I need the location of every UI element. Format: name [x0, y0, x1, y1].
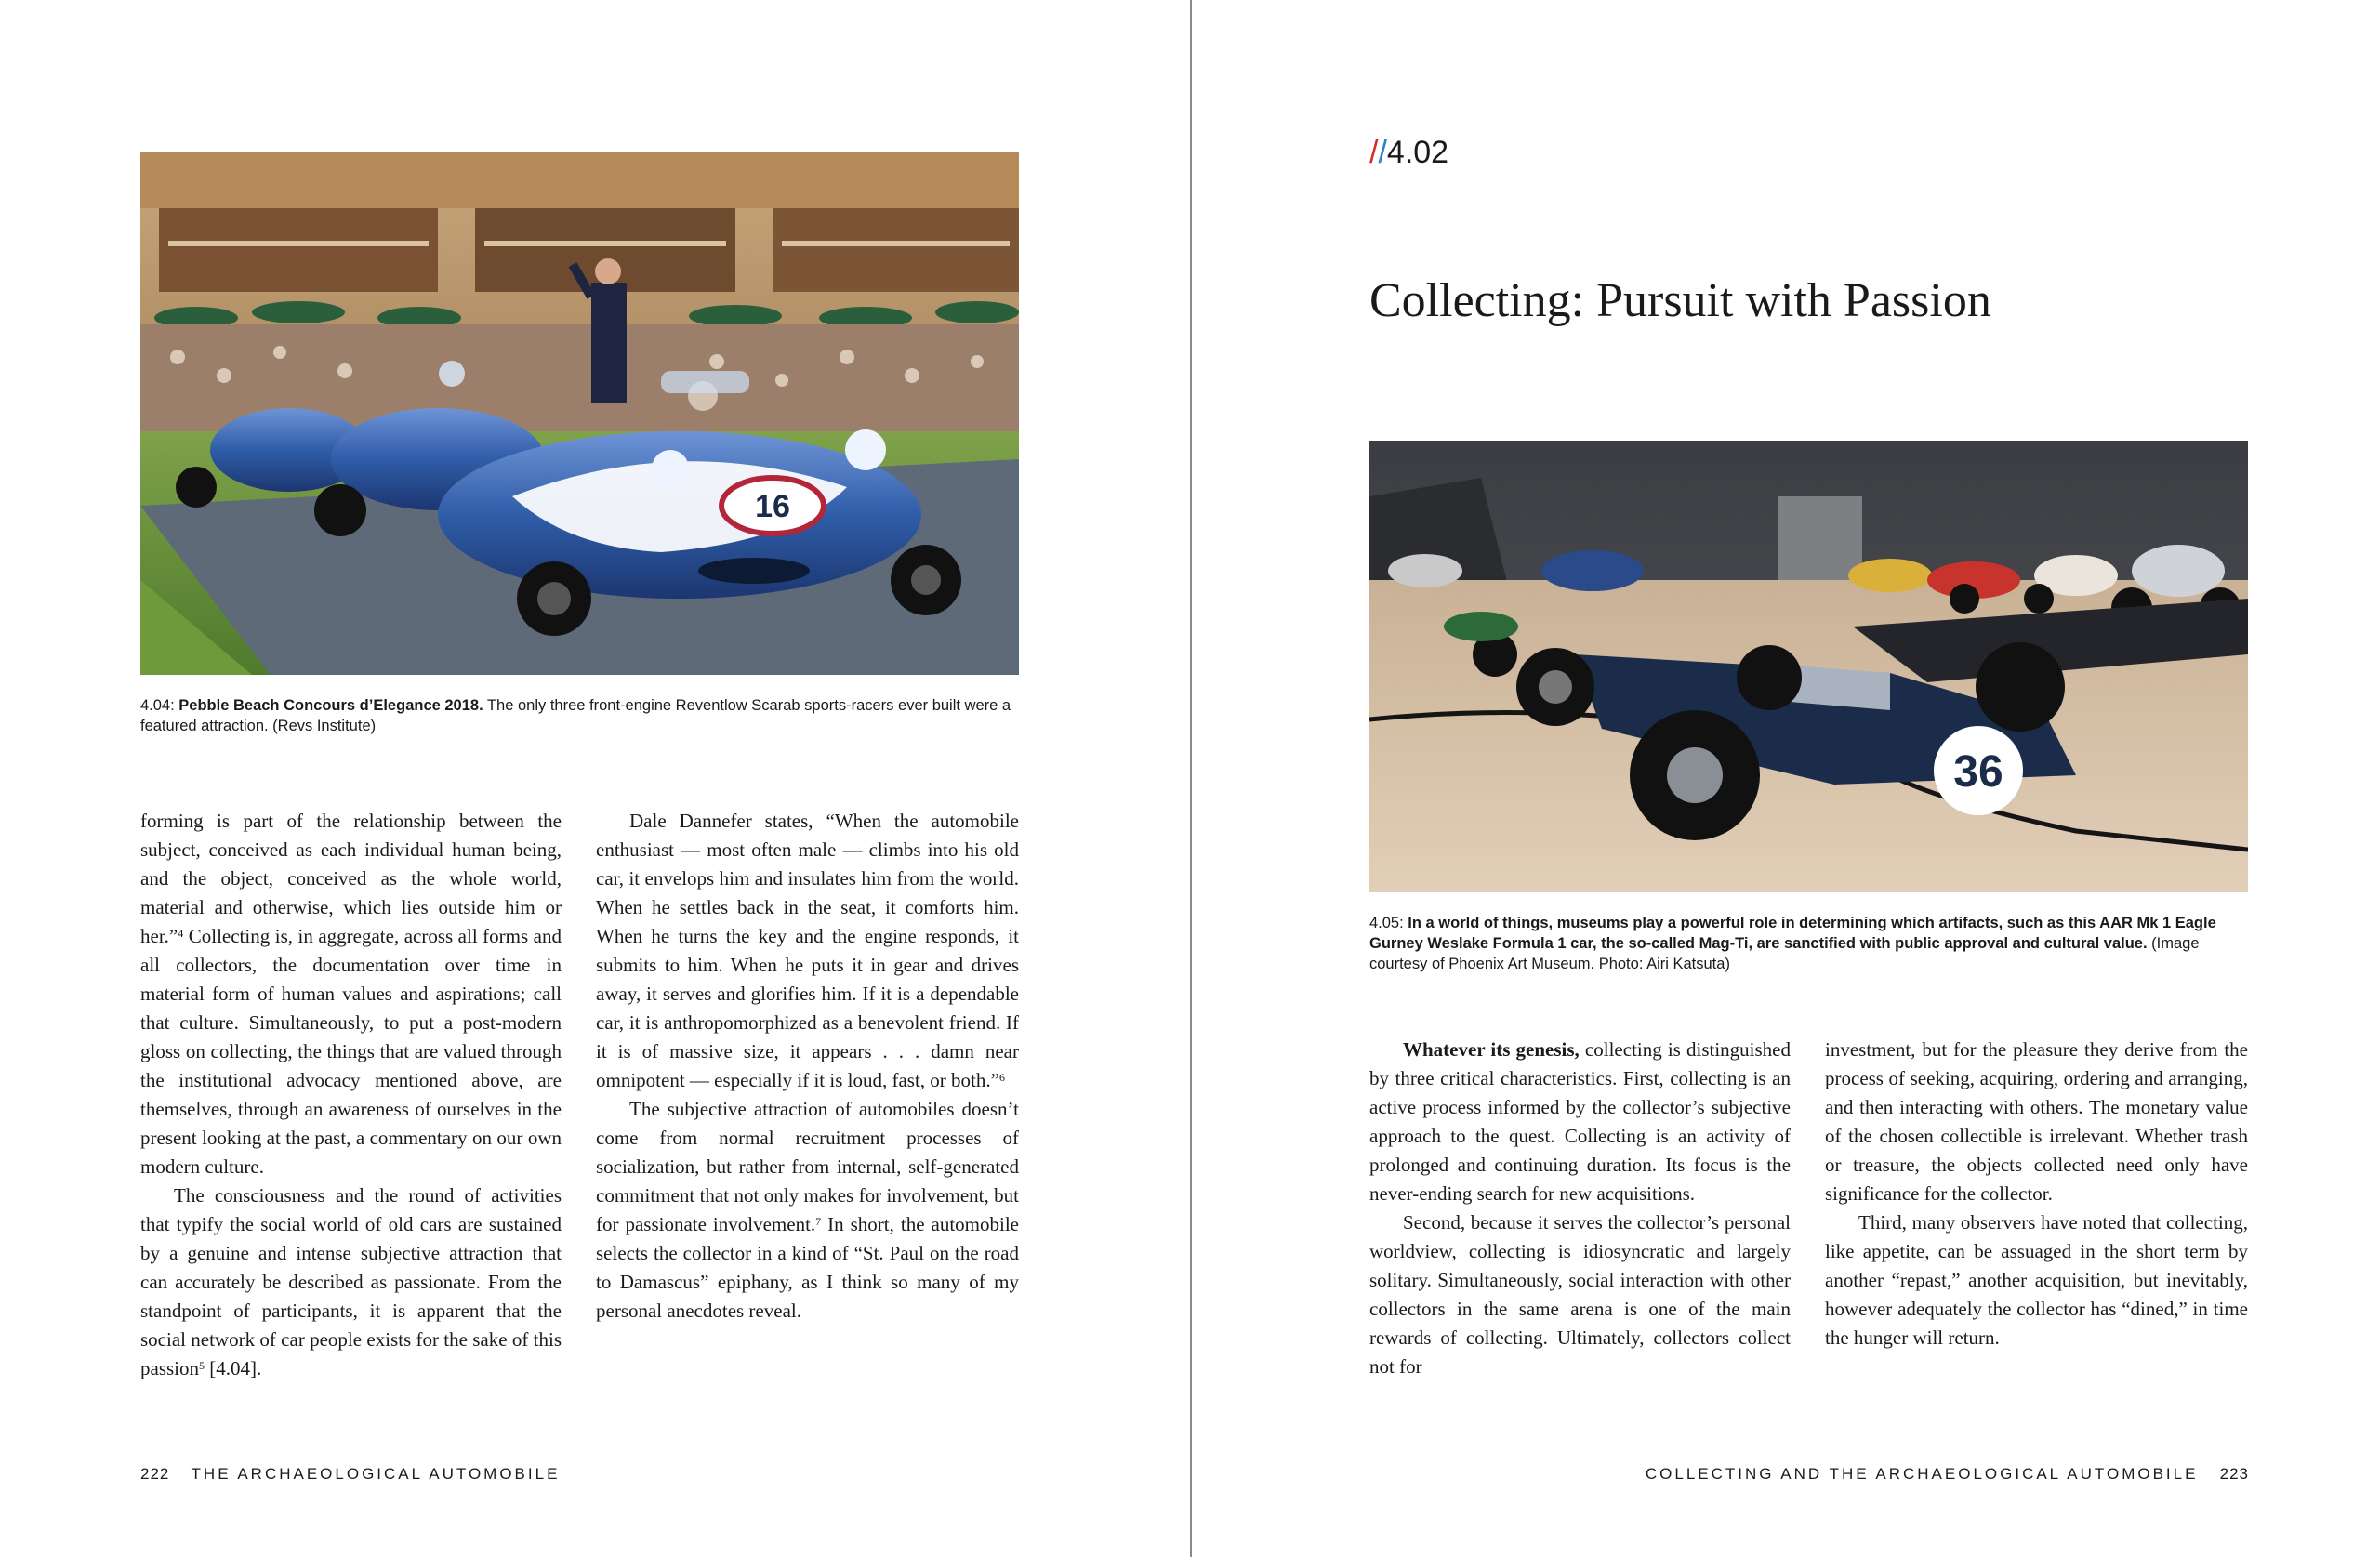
- figure-caption-4-04: [140, 695, 1019, 736]
- section-number: 4.02: [1386, 135, 1449, 170]
- eagle-car-number: 36: [1953, 747, 2003, 797]
- section-slash-red: /: [1369, 135, 1379, 170]
- section-marker: [1369, 134, 1448, 171]
- section-slash-blue: /: [1378, 135, 1387, 170]
- running-footer-left: [140, 1465, 560, 1484]
- caption-title: Pebble Beach Concours d’Elegance 2018.: [178, 697, 483, 714]
- caption-title: In a world of things, museums play a powerful role in determining which artifacts, such as this AAR Mk 1 Eagle Gurney Weslake Formula 1 car, the so-called Mag-Ti, are sanctified with public approval and cultural value.: [1369, 915, 2216, 952]
- paragraph: Dale Dannefer states, “When the automobile enthusiast — most often male — climbs into his old car, it envelops him and insulates him from the world. When he settles back in the seat, it comforts him. When he turns the key and the engine responds, it submits to him. When he puts it in gear and drives away, it serves and glorifies him. If it is a dependable car, it is anthropomorphized as a benevolent friend. If it is of massive size, it appears . . . damn near omnipotent — especially if it is loud, fast, or both.”$^6$: [596, 810, 1019, 1091]
- body-column-left-1: [140, 807, 562, 1383]
- page-number: 223: [2219, 1465, 2249, 1483]
- running-footer-right: [1646, 1465, 2249, 1484]
- running-title: COLLECTING AND THE ARCHAEOLOGICAL AUTOMOBILE: [1645, 1465, 2199, 1483]
- scarab-car-number: 16: [755, 489, 790, 524]
- lead-in: Whatever its genesis,: [1403, 1038, 1580, 1061]
- figure-caption-4-05: [1369, 913, 2248, 974]
- page-number: 222: [140, 1465, 170, 1483]
- running-title: THE ARCHAEOLOGICAL AUTOMOBILE: [191, 1465, 561, 1483]
- museum-photo: [1369, 441, 2248, 892]
- paragraph: Second, because it serves the collector’s personal worldview, collecting is idiosyncratic and largely solitary. Simultaneously, social interaction with other collectors in the same arena is one of the main rewards of collecting. Ultimately, collectors collect not for: [1369, 1211, 1791, 1378]
- paragraph: forming is part of the relationship between the subject, conceived as each individual human being, and the object, conceived as the whole world, material and otherwise, which lies outside him or her.”$^4$ Collecting is, in aggregate, across all forms and all collectors, the documentation over time in material form of human values and aspirations; call that culture. Simultaneously, to put a post-modern gloss on collecting, the things that are valued through the institutional advocacy mentioned above, are themselves, through an awareness of ourselves in the present looking at the past, a commentary on our own modern culture.: [140, 810, 562, 1178]
- caption-text: The only three front-engine Reventlow Scarab sports-racers ever built were a featured attraction. (Revs Institute): [140, 697, 1012, 734]
- caption-text: (Image courtesy of Phoenix Art Museum. Photo: Airi Katsuta): [1369, 935, 2200, 972]
- body-column-right-1: [1369, 1036, 1791, 1381]
- body-column-left-2: [596, 807, 1019, 1326]
- paragraph: The subjective attraction of automobiles doesn’t come from normal recruitment processes of socialization, but rather from internal, self-generated commitment that not only makes for involvement, but for passionate involvement.$^7$ In short, the automobile selects the collector in a kind of “St. Paul on the road to Damascus” epiphany, as I think so many of my personal anecdotes reveal.: [596, 1098, 1019, 1322]
- paragraph: Whatever its genesis, collecting is distinguished by three critical characteristics. First, collecting is an active process informed by the collector’s subjective approach to the quest. Collecting is an activity of prolonged and continuing duration. Its focus is the never-ending search for new acquisitions.: [1369, 1038, 1791, 1205]
- section-title: Collecting: Pursuit with Passion: [1369, 274, 1991, 327]
- caption-id: 4.05:: [1369, 915, 1404, 931]
- caption-id: 4.04:: [140, 697, 175, 714]
- paragraph: Third, many observers have noted that collecting, like appetite, can be assuaged in the short term by another “repast,” another acquisition, but inevitably, however adequately the collector has “dined,” in time the hunger will return.: [1825, 1211, 2248, 1349]
- pebble-beach-photo: [140, 152, 1019, 675]
- paragraph: investment, but for the pleasure they derive from the process of seeking, acquiring, ordering and arranging, and then interacting with others. The monetary value of the chosen collectible is irrelevant. Whether trash or treasure, the objects collected need only have significance for the collector.: [1825, 1038, 2248, 1205]
- body-column-right-2: [1825, 1036, 2248, 1352]
- paragraph: The consciousness and the round of activities that typify the social world of old cars are sustained by a genuine and intense subjective attraction that can accurately be described as passionate. From the standpoint of participants, it is apparent that the social network of car people exists for the sake of this passion$^5$ [4.04].: [140, 1184, 562, 1379]
